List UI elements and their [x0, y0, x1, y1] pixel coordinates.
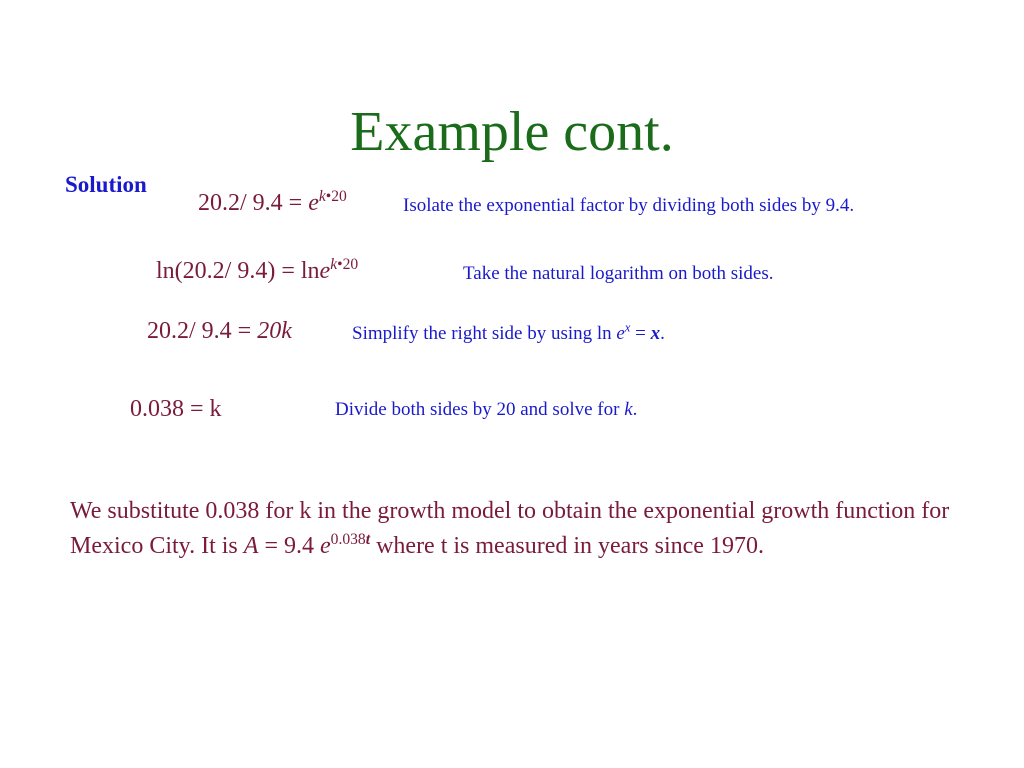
conclusion-text-1: We substitute 0.038 for k in the growth model to obtain the exponential growth function for Mexico City. It is [70, 498, 950, 559]
slide-title: Example cont. [350, 101, 674, 163]
step-1-exponent [319, 188, 347, 205]
step-1-note: Isolate the exponential factor by dividing both sides by 9.4. [403, 195, 855, 216]
step-1-exp-rest: •20 [325, 188, 347, 205]
step-4-note-var: k [624, 399, 633, 420]
step-2-lhs: ln(20.2/ 9.4) = ln [156, 258, 320, 284]
step-2-equation [156, 258, 358, 285]
step-2-exponent [330, 256, 358, 273]
step-3-note-x: x [650, 323, 661, 344]
step-1-equation [198, 190, 347, 217]
step-4-equation: 0.038 = k [130, 396, 222, 422]
conclusion-exp-num: 0.038 [330, 531, 366, 548]
step-3-note [352, 320, 665, 345]
step-1-exp-var: k [318, 188, 326, 205]
conclusion-paragraph [70, 494, 950, 564]
step-3-rhs: 20k [257, 318, 292, 344]
step-2-note: Take the natural logarithm on both sides. [463, 263, 774, 284]
conclusion-var-a: A [243, 533, 259, 559]
step-3-note-eq: = [630, 323, 651, 344]
step-3-note-end: . [660, 323, 665, 344]
step-4-note-end: . [632, 399, 638, 420]
step-3-note-base: e [616, 323, 625, 344]
step-2-exp-rest: •20 [337, 256, 359, 273]
step-3-lhs: 20.2/ 9.4 = [147, 318, 258, 344]
conclusion-base-e: e [319, 533, 331, 559]
conclusion-text-3: where t is measured in years since 1970. [370, 533, 764, 559]
conclusion-text-2: = 9.4 [258, 533, 320, 559]
step-4-note-text: Divide both sides by 20 and solve for [335, 399, 625, 420]
step-3-note-exp: x [624, 320, 631, 335]
step-3-equation [147, 318, 292, 345]
solution-label: Solution [65, 172, 147, 197]
step-4-note [335, 399, 637, 421]
step-3-note-text: Simplify the right side by using ln [352, 323, 617, 344]
step-2-base: e [319, 258, 331, 284]
conclusion-exp-var: t [365, 531, 371, 548]
step-1-base: e [308, 190, 319, 216]
step-2-exp-var: k [330, 256, 338, 273]
conclusion-exponent [331, 531, 370, 548]
step-1-lhs: 20.2/ 9.4 = [198, 190, 309, 216]
